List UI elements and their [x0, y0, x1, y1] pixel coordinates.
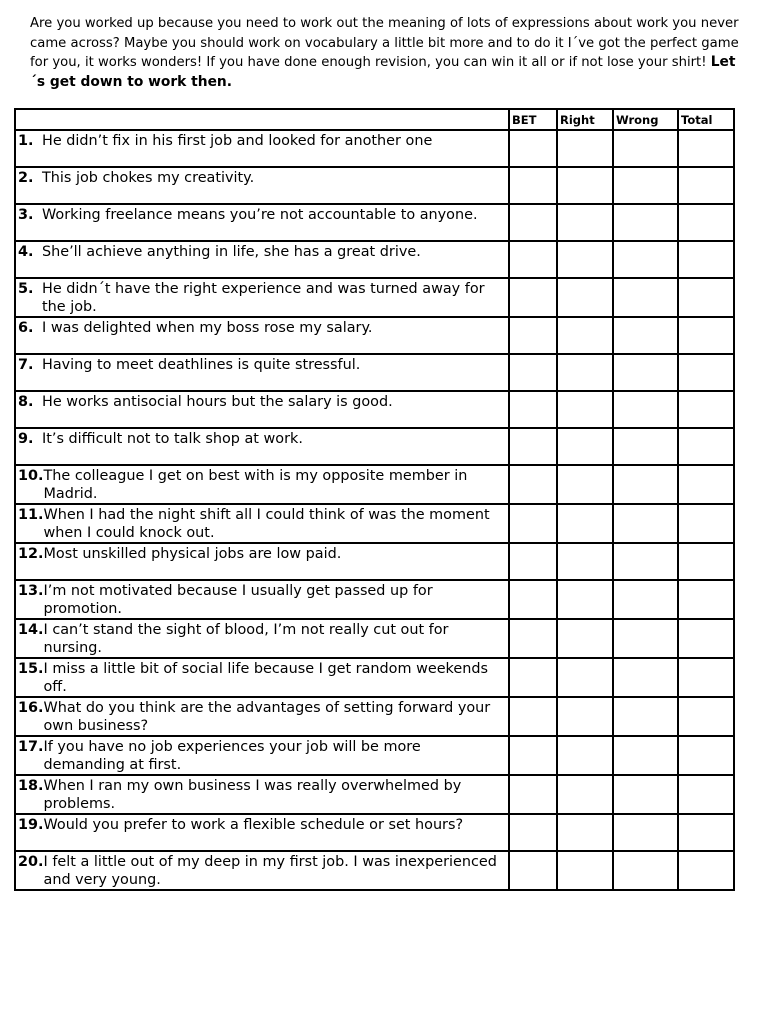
header-right: Right	[557, 109, 613, 130]
question-cell	[15, 504, 509, 543]
total-cell[interactable]	[678, 814, 734, 851]
question-cell	[15, 697, 509, 736]
table-row	[15, 619, 734, 658]
header-wrong: Wrong	[613, 109, 678, 130]
total-cell[interactable]	[678, 204, 734, 241]
question	[16, 318, 508, 338]
total-cell[interactable]	[678, 130, 734, 167]
question-number: 14.	[18, 622, 44, 638]
question-cell	[15, 465, 509, 504]
total-cell[interactable]	[678, 775, 734, 814]
question-cell	[15, 428, 509, 465]
wrong-cell[interactable]	[613, 204, 678, 241]
bet-cell[interactable]	[509, 130, 557, 167]
question-cell	[15, 130, 509, 167]
table-row	[15, 428, 734, 465]
question-text: Working freelance means you’re not accountable to anyone.	[42, 207, 478, 223]
question	[16, 205, 508, 225]
total-cell[interactable]	[678, 465, 734, 504]
total-cell[interactable]	[678, 658, 734, 697]
table-row	[15, 241, 734, 278]
question	[16, 737, 508, 774]
table-row	[15, 167, 734, 204]
wrong-cell[interactable]	[613, 580, 678, 619]
vocabulary-game-table	[14, 108, 735, 891]
header-row	[15, 109, 734, 130]
total-cell[interactable]	[678, 619, 734, 658]
question	[16, 131, 508, 151]
question	[16, 544, 508, 564]
question	[16, 355, 508, 375]
right-cell[interactable]	[557, 736, 613, 775]
bet-cell[interactable]	[509, 317, 557, 354]
question-text: I was delighted when my boss rose my salary.	[42, 320, 373, 336]
right-cell[interactable]	[557, 619, 613, 658]
bet-cell[interactable]	[509, 278, 557, 317]
wrong-cell[interactable]	[613, 504, 678, 543]
wrong-cell[interactable]	[613, 241, 678, 278]
bet-cell[interactable]	[509, 465, 557, 504]
right-cell[interactable]	[557, 391, 613, 428]
question	[16, 659, 508, 696]
right-cell[interactable]	[557, 775, 613, 814]
question-text: The colleague I get on best with is my opposite member in Madrid.	[43, 468, 468, 502]
bet-cell[interactable]	[509, 619, 557, 658]
question-text: When I ran my own business I was really overwhelmed by problems.	[43, 778, 462, 812]
bet-cell[interactable]	[509, 775, 557, 814]
question-text: It’s difficult not to talk shop at work.	[42, 431, 303, 447]
table-row	[15, 465, 734, 504]
table-row	[15, 504, 734, 543]
right-cell[interactable]	[557, 354, 613, 391]
total-cell[interactable]	[678, 278, 734, 317]
question-number: 5.	[18, 281, 34, 297]
right-cell[interactable]	[557, 465, 613, 504]
bet-cell[interactable]	[509, 543, 557, 580]
question-number: 4.	[18, 244, 34, 260]
right-cell[interactable]	[557, 851, 613, 890]
wrong-cell[interactable]	[613, 278, 678, 317]
wrong-cell[interactable]	[613, 619, 678, 658]
wrong-cell[interactable]	[613, 775, 678, 814]
question-text: If you have no job experiences your job will be more demanding at first.	[43, 739, 421, 773]
question-cell	[15, 241, 509, 278]
right-cell[interactable]	[557, 543, 613, 580]
wrong-cell[interactable]	[613, 851, 678, 890]
right-cell[interactable]	[557, 278, 613, 317]
question	[16, 815, 508, 835]
bet-cell[interactable]	[509, 504, 557, 543]
question-cell	[15, 580, 509, 619]
question-text: He didn’t fix in his first job and looked for another one	[42, 133, 433, 149]
question-number: 9.	[18, 431, 34, 447]
table-row	[15, 391, 734, 428]
wrong-cell[interactable]	[613, 354, 678, 391]
table-row	[15, 814, 734, 851]
header-bet: BET	[509, 109, 557, 130]
question-number: 18.	[18, 778, 44, 794]
question-text: When I had the night shift all I could think of was the moment when I could knock out.	[43, 507, 490, 541]
bet-cell[interactable]	[509, 428, 557, 465]
right-cell[interactable]	[557, 580, 613, 619]
question-text: Would you prefer to work a flexible schedule or set hours?	[43, 817, 464, 833]
wrong-cell[interactable]	[613, 391, 678, 428]
right-cell[interactable]	[557, 204, 613, 241]
question-number: 8.	[18, 394, 34, 410]
right-cell[interactable]	[557, 241, 613, 278]
bet-cell[interactable]	[509, 391, 557, 428]
table-row	[15, 580, 734, 619]
question-text: Having to meet deathlines is quite stressful.	[42, 357, 361, 373]
wrong-cell[interactable]	[613, 428, 678, 465]
question-text: I can’t stand the sight of blood, I’m not really cut out for nursing.	[43, 622, 449, 656]
question	[16, 279, 508, 316]
wrong-cell[interactable]	[613, 697, 678, 736]
question-number: 10.	[18, 468, 44, 484]
right-cell[interactable]	[557, 428, 613, 465]
bet-cell[interactable]	[509, 658, 557, 697]
table-row	[15, 658, 734, 697]
question-cell	[15, 354, 509, 391]
intro-bold-text: Let´s get down to work then.	[30, 54, 736, 90]
question-number: 11.	[18, 507, 44, 523]
question-cell	[15, 278, 509, 317]
right-cell[interactable]	[557, 130, 613, 167]
table-row	[15, 736, 734, 775]
question-cell	[15, 543, 509, 580]
table-row	[15, 697, 734, 736]
question	[16, 698, 508, 735]
question-number: 20.	[18, 854, 44, 870]
question-cell	[15, 619, 509, 658]
question	[16, 429, 508, 449]
question	[16, 466, 508, 503]
table-row	[15, 851, 734, 890]
question	[16, 581, 508, 618]
bet-cell[interactable]	[509, 167, 557, 204]
question	[16, 505, 508, 542]
question-number: 1.	[18, 133, 34, 149]
wrong-cell[interactable]	[613, 543, 678, 580]
question-number: 7.	[18, 357, 34, 373]
bet-cell[interactable]	[509, 736, 557, 775]
wrong-cell[interactable]	[613, 465, 678, 504]
right-cell[interactable]	[557, 317, 613, 354]
question-cell	[15, 775, 509, 814]
total-cell[interactable]	[678, 391, 734, 428]
question-text: I felt a little out of my deep in my first job. I was inexperienced and very young.	[43, 854, 497, 888]
question-number: 12.	[18, 546, 44, 562]
total-cell[interactable]	[678, 167, 734, 204]
wrong-cell[interactable]	[613, 658, 678, 697]
question	[16, 776, 508, 813]
total-cell[interactable]	[678, 580, 734, 619]
question-cell	[15, 391, 509, 428]
right-cell[interactable]	[557, 697, 613, 736]
intro-text: Are you worked up because you need to work out the meaning of lots of expressions about work you never came across? Maybe you should work on vocabulary a little bit more and to do it I´ve got the perfect game for you, it works wonders! If you have done enough revision, you can win it all or if not lose your shirt!	[30, 16, 739, 70]
question-number: 16.	[18, 700, 44, 716]
question-number: 19.	[18, 817, 44, 833]
total-cell[interactable]	[678, 697, 734, 736]
total-cell[interactable]	[678, 317, 734, 354]
question-text: What do you think are the advantages of setting forward your own business?	[43, 700, 491, 734]
question-cell	[15, 167, 509, 204]
question-text: He works antisocial hours but the salary is good.	[42, 394, 393, 410]
question	[16, 852, 508, 889]
question-cell	[15, 204, 509, 241]
question-text: She’ll achieve anything in life, she has a great drive.	[42, 244, 421, 260]
question-number: 17.	[18, 739, 44, 755]
question-number: 6.	[18, 320, 34, 336]
total-cell[interactable]	[678, 354, 734, 391]
question	[16, 242, 508, 262]
total-cell[interactable]	[678, 736, 734, 775]
right-cell[interactable]	[557, 814, 613, 851]
question-text: Most unskilled physical jobs are low paid.	[43, 546, 342, 562]
bet-cell[interactable]	[509, 814, 557, 851]
total-cell[interactable]	[678, 241, 734, 278]
table-row	[15, 204, 734, 241]
bet-cell[interactable]	[509, 697, 557, 736]
question	[16, 168, 508, 188]
total-cell[interactable]	[678, 428, 734, 465]
question-number: 3.	[18, 207, 34, 223]
bet-cell[interactable]	[509, 580, 557, 619]
question-text: I’m not motivated because I usually get passed up for promotion.	[43, 583, 433, 617]
wrong-cell[interactable]	[613, 167, 678, 204]
table-row	[15, 775, 734, 814]
wrong-cell[interactable]	[613, 317, 678, 354]
header-total: Total	[678, 109, 734, 130]
right-cell[interactable]	[557, 167, 613, 204]
wrong-cell[interactable]	[613, 736, 678, 775]
question-cell	[15, 814, 509, 851]
table-row	[15, 317, 734, 354]
wrong-cell[interactable]	[613, 130, 678, 167]
table-row	[15, 354, 734, 391]
table-row	[15, 130, 734, 167]
question-cell	[15, 851, 509, 890]
bet-cell[interactable]	[509, 851, 557, 890]
table-row	[15, 278, 734, 317]
question-cell	[15, 658, 509, 697]
table-row	[15, 543, 734, 580]
header-question	[15, 109, 509, 130]
bet-cell[interactable]	[509, 241, 557, 278]
right-cell[interactable]	[557, 504, 613, 543]
question-cell	[15, 317, 509, 354]
question-number: 13.	[18, 583, 44, 599]
question	[16, 392, 508, 412]
question-text: I miss a little bit of social life because I get random weekends off.	[43, 661, 488, 695]
total-cell[interactable]	[678, 543, 734, 580]
question-text: He didn´t have the right experience and was turned away for the job.	[42, 281, 485, 315]
question	[16, 620, 508, 657]
bet-cell[interactable]	[509, 204, 557, 241]
total-cell[interactable]	[678, 851, 734, 890]
bet-cell[interactable]	[509, 354, 557, 391]
total-cell[interactable]	[678, 504, 734, 543]
question-number: 2.	[18, 170, 34, 186]
question-number: 15.	[18, 661, 44, 677]
question-text: This job chokes my creativity.	[42, 170, 255, 186]
intro-paragraph	[30, 14, 745, 92]
right-cell[interactable]	[557, 658, 613, 697]
question-cell	[15, 736, 509, 775]
wrong-cell[interactable]	[613, 814, 678, 851]
